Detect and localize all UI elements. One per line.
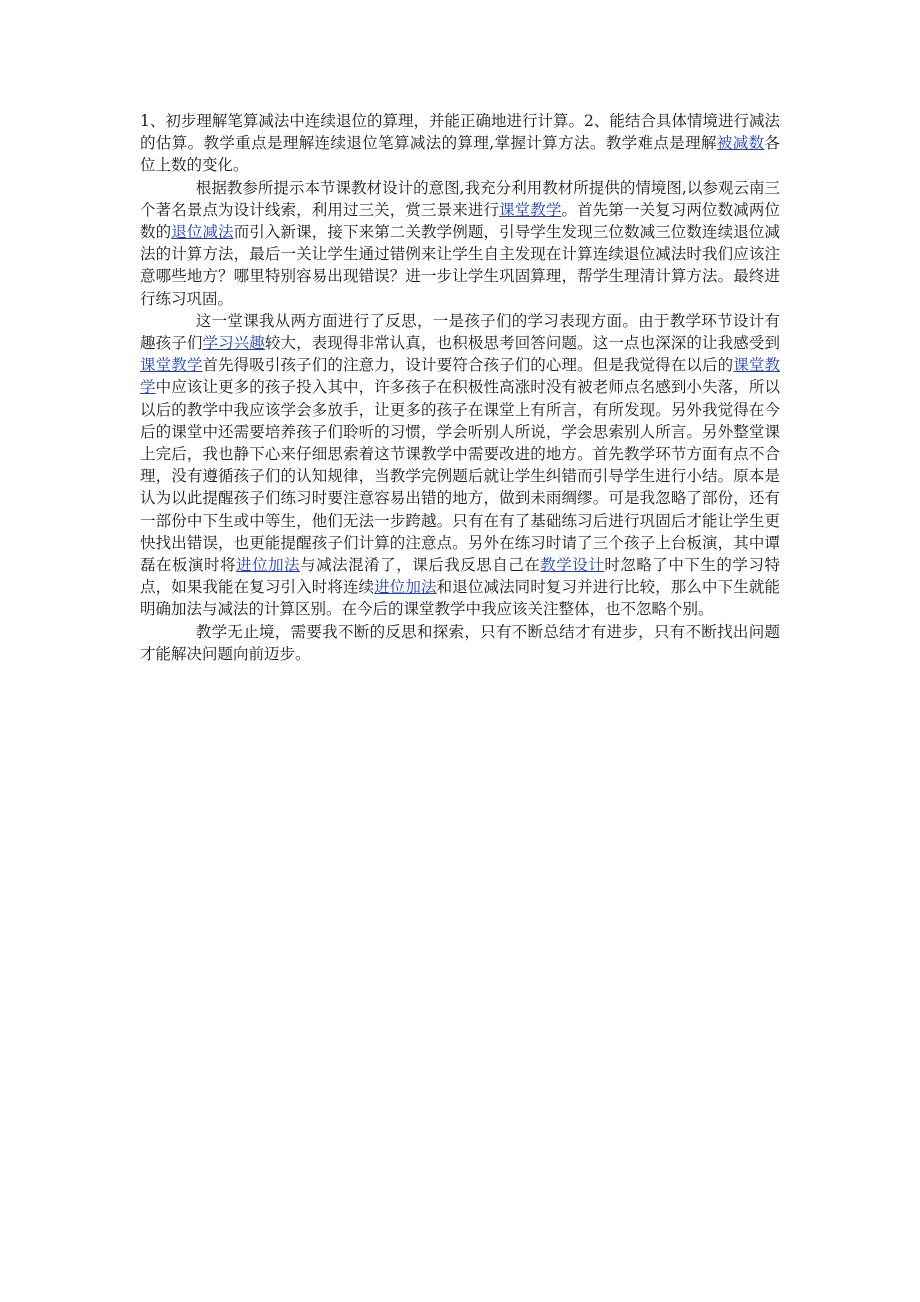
paragraph-design [140,177,780,310]
link-classroom-teaching-2[interactable]: 课堂教学 [140,356,203,375]
reflection-text-6: 时忽略了中下生的学习特点，如果我能在复习引入时将连续 [140,556,780,597]
reflection-text-5: 与减法混淆了，课后我反思自己在 [300,556,541,575]
reflection-text-2: 较大，表现得非常认真，也积极思考回答问题。这一点也深深的让我感受到 [264,334,780,353]
link-addition-with-carrying-2[interactable]: 进位加法 [374,578,437,597]
link-addition-with-carrying[interactable]: 进位加法 [236,556,301,575]
objectives-text-end: 各位上数的变化。 [140,134,780,175]
link-teaching-design[interactable]: 教学设计 [540,556,605,575]
design-text-1: 根据教参所提示本节课教材设计的意图,我充分利用教材所提供的情境图,以参观云南三个著名景点为设计线索，利用过三关，赏三景来进行 [140,178,780,219]
link-learning-interest[interactable]: 学习兴趣 [202,334,265,353]
reflection-text-1: 这一堂课我从两方面进行了反思，一是孩子们的学习表现方面。由于教学环节设计有趣孩子们 [140,311,780,353]
link-classroom-teaching[interactable]: 课堂教学 [499,200,562,219]
paragraph-conclusion [140,621,780,665]
reflection-text-3: 首先得吸引孩子们的注意力，设计要符合孩子们的心理。但是我觉得在以后的 [202,356,734,375]
paragraph-reflection [140,310,780,621]
design-text-3: 而引入新课，接下来第二关教学例题，引导学生发现三位数减三位数连续退位减法的计算方法，最后一关让学生通过错例来让学生自主发现在计算连续退位减法时我们应该注意哪些地方？哪里特别容易出现错误？进一步让学生巩固算理，帮学生理清计算方法。最终进行练习巩固。 [140,223,780,308]
design-text-2: 。首先第一关复习两位数减两位数的 [140,200,780,242]
paragraph-objectives [140,110,780,177]
document-body [140,110,780,665]
link-subtraction-with-borrowing[interactable]: 退位减法 [171,223,234,242]
reflection-text-4: 中应该让更多的孩子投入其中，许多孩子在积极性高涨时没有被老师点名感到小失落，所以以后的教学中我应该学会多放手，让更多的孩子在课堂上有所言，有所发现。另外我觉得在今后的课堂中还需要培养孩子们聆听的习惯，学会听别人所说，学会思索别人所言。另外整堂课上完后，我也静下心来仔细思索着这节课教学中需要改进的地方。首先教学环节方面有点不合理，没有遵循孩子们的认知规律，当教学完例题后就让学生纠错而引导学生进行小结。原本是认为以此提醒孩子们练习时要注意容易出错的地方，做到未雨绸缪。可是我忽略了部份，还有一部份中下生或中等生，他们无法一步跨越。只有在有了基础练习后进行巩固后才能让学生更快找出错误，也更能提醒孩子们计算的注意点。另外在练习时请了三个孩子上台板演，其中谭磊在板演时将 [140,378,780,575]
conclusion-text: 教学无止境，需要我不断的反思和探索，只有不断总结才有进步，只有不断找出问题才能解决问题向前迈步。 [140,622,780,663]
reflection-text-7: 和退位减法同时复习并进行比较，那么中下生就能明确加法与减法的计算区别。在今后的课堂教学中我应该关注整体，也不忽略个别。 [140,578,780,619]
link-minuend[interactable]: 被减数 [716,134,765,153]
link-classroom-teaching-3[interactable]: 课堂教学 [140,356,780,397]
objectives-text: 1、初步理解笔算减法中连续退位的算理，并能正确地进行计算。2、能结合具体情境进行减法的估算。教学重点是理解连续退位笔算减法的算理,掌握计算方法。教学难点是理解 [140,112,780,153]
